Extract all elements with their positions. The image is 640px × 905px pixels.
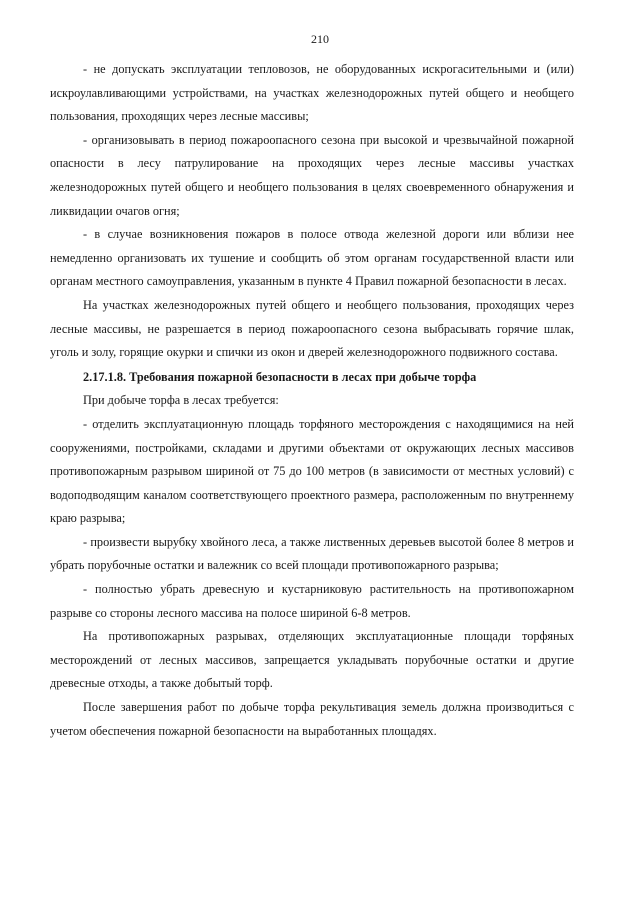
document-body (50, 58, 574, 743)
paragraph-peat-requirements-intro: При добыче торфа в лесах требуется: (83, 393, 279, 408)
paragraph-land-reclamation: После завершения работ по добыче торфа рекультивация земель должна производиться с учетом обеспечения пожарной безопасности на выработанных площадях. (50, 700, 574, 738)
paragraph-no-hot-waste: На участках железнодорожных путей общего и необщего пользования, проходящих через лесные массивы, не разрешается в период пожароопасного сезона выбрасывать горячие шлак, уголь и золу, горящие окурки и спички из окон и дверей железнодорожного подвижного состава. (50, 297, 574, 360)
paragraph-tree-removal: - произвести вырубку хвойного леса, а также лиственных деревьев высотой более 8 метров и убрать порубочные остатки и валежник со всей площади противопожарного разрыва; (50, 534, 574, 573)
paragraph-fire-response: - в случае возникновения пожаров в полосе отвода железной дороги или вблизи нее немедленно организовать их тушение и сообщить об этом органам государственной власти или органам местного самоуправления, указанным в пункте 4 Правил пожарной безопасности в лесах. (50, 227, 574, 289)
paragraph-vegetation-removal: - полностью убрать древесную и кустарниковую растительность на противопожарном разрыве со стороны лесного массива на полосе шириной 6-8 метров. (50, 582, 574, 620)
paragraph-firebreak-restrictions: На противопожарных разрывах, отделяющих эксплуатационные площади торфяных месторождений от лесных массивов, запрещается укладывать порубочные остатки и другие древесные отходы, а также добытый торф. (50, 629, 574, 691)
paragraph-patrol-railway-sections: - организовывать в период пожароопасного сезона при высокой и чрезвычайной пожарной опасности в лесу патрулирование на проходящих через лесные массивы участках железнодорожных путей общего и необщего пользования в целях своевременного обнаружения и ликвидации очагов огня; (50, 132, 574, 218)
paragraph-locomotive-spark-arresters: - не допускать эксплуатации тепловозов, не оборудованных искрогасительными и (или) искроулавливающими устройствами, на участках железнодорожных путей общего и необщего пользования, проходящих через лесные массивы; (50, 62, 574, 124)
paragraph-firebreak-separation: - отделить эксплуатационную площадь торфяного месторождения с находящимися на ней сооружениями, постройками, складами и другими объектами от окружающих лесных массивов противопожарным разрывом шириной от 75 до 100 метров (в зависимости от местных условий) с водоподводящим каналом соответствующего проектного размера, расположенным по внутреннему краю разрыва; (50, 416, 574, 526)
page-number: 210 (311, 32, 329, 46)
section-heading: 2.17.1.8. Требования пожарной безопасности в лесах при добыче торфа (83, 369, 477, 384)
